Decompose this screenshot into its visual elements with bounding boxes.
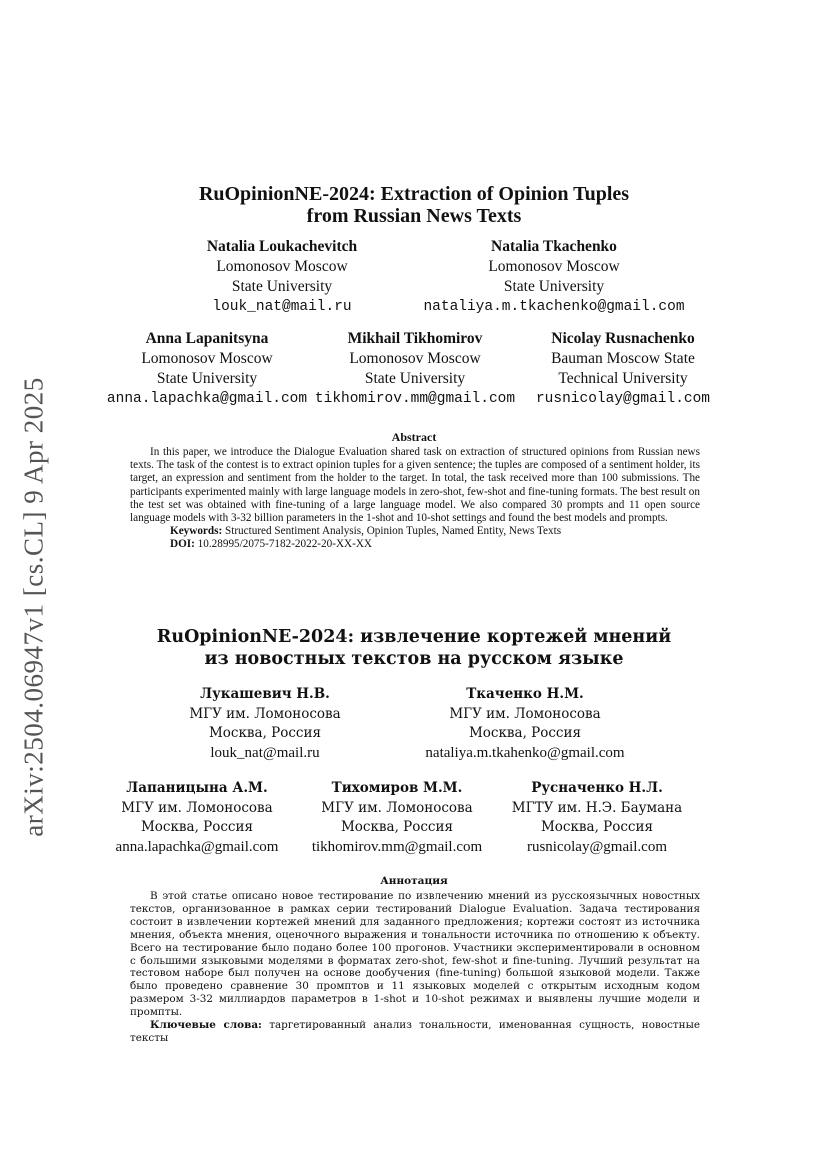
author-affiliation-ru: МГУ им. Ломоносова bbox=[189, 705, 341, 722]
author-block-ru bbox=[425, 685, 624, 763]
author-email-ru: rusnicolay@gmail.com bbox=[526, 838, 668, 855]
author-name: Natalia Tkachenko bbox=[491, 238, 617, 255]
author-affiliation: State University bbox=[156, 370, 258, 387]
author-email-ru: louk_nat@mail.ru bbox=[210, 744, 320, 761]
keywords-label: Keywords: bbox=[170, 525, 223, 538]
author-name-ru: Лапаницына А.М. bbox=[126, 780, 268, 796]
author-affiliation-ru: МГУ им. Ломоносова bbox=[321, 799, 473, 816]
author-name-ru: Тихомиров М.М. bbox=[331, 780, 463, 796]
author-affiliation: Bauman Moscow State bbox=[551, 350, 695, 367]
author-email: nataliya.m.tkachenko@gmail.com bbox=[423, 299, 685, 315]
keywords-text-ru: таргетированный анализ тональности, именованная сущность, новостные тексты bbox=[130, 1019, 700, 1044]
author-email-ru: nataliya.m.tkahenko@gmail.com bbox=[425, 744, 625, 761]
title-line-1: RuOpinionNE-2024: Extraction of Opinion Tuples bbox=[198, 183, 630, 205]
author-name-ru: Ткаченко Н.М. bbox=[466, 686, 584, 702]
author-block bbox=[207, 237, 357, 317]
author-affiliation: Lomonosov Moscow bbox=[141, 350, 273, 367]
author-block bbox=[423, 237, 684, 317]
author-block-ru bbox=[312, 779, 482, 857]
author-email-ru: tikhomirov.mm@gmail.com bbox=[311, 838, 483, 855]
title-line-2: from Russian News Texts bbox=[306, 205, 522, 227]
paper-title-ru bbox=[0, 626, 828, 670]
author-affiliation-ru: МГТУ им. Н.Э. Баумана bbox=[511, 799, 683, 816]
abstract-heading-ru: Аннотация bbox=[380, 875, 448, 887]
author-city-ru: Москва, Россия bbox=[140, 819, 254, 835]
author-city-ru: Москва, Россия bbox=[468, 725, 582, 741]
keywords-line bbox=[130, 525, 700, 538]
author-block-ru bbox=[512, 779, 682, 857]
abstract-body bbox=[130, 446, 700, 552]
keywords-label-ru: Ключевые слова: bbox=[150, 1019, 262, 1032]
arxiv-id: arXiv:2504.06947v1 [cs.CL] 9 Apr 2025 bbox=[18, 377, 49, 837]
author-email: louk_nat@mail.ru bbox=[212, 299, 352, 315]
author-name: Anna Lapanitsyna bbox=[145, 330, 269, 347]
author-block-ru bbox=[116, 779, 279, 857]
author-affiliation: State University bbox=[503, 278, 605, 295]
title-ru-line-2: из новостных текстов на русском языке bbox=[204, 649, 624, 669]
keywords-line-ru bbox=[130, 1019, 700, 1045]
author-affiliation-ru: МГУ им. Ломоносова bbox=[449, 705, 601, 722]
author-block-ru bbox=[189, 685, 340, 763]
author-block bbox=[315, 329, 515, 409]
doi-line bbox=[130, 538, 700, 551]
abstract-text: In this paper, we introduce the Dialogue Evaluation shared task on extraction of structured opinions from Russian news texts. The task of the contest is to extract opinion tuples for a given sentence; the tuples are composed of a sentiment holder, its target, an expression and sentiment from the holder to the target. In total, the task received more than 100 submissions. The participants experimented mainly with large language models in zero-shot, few-shot and fine-tuning formats. The best result on the test set was obtained with fine-tuning of a large language model. We also compared 30 prompts and 11 open source language models with 3-32 billion parameters in the 1-shot and 10-shot settings and found the best models and prompts. bbox=[130, 446, 700, 525]
abstract-text-ru: В этой статье описано новое тестирование по извлечению мнений из русскоязычных новостных текстов, организованное в рамках серии тестирований Dialogue Evaluation. Задача тестирования состоит в извлечении кортежей мнений для заданного предложения; кортежи состоят из источника мнения, объекта мнения, оценочного выражения и тональности источника по отношению к объекту. Всего на тестирование было подано более 100 прогонов. Участники экспериментировали в основном с большими языковыми моделями в форматах zero-shot, few-shot и fine-tuning. Лучший результат на тестовом наборе был получен на основе дообучения (fine-tuning) большой языковой модели. Также было проведено сравнение 30 промптов и 11 языковых моделей с открытым исходным кодом размером 3-32 миллиардов параметров в 1-shot и 10-shot режимах и выявлены лучшие модели и промпты. bbox=[130, 890, 700, 1019]
author-city-ru: Москва, Россия bbox=[340, 819, 454, 835]
author-name: Natalia Loukachevitch bbox=[206, 238, 358, 255]
doi-label: DOI: bbox=[170, 538, 195, 551]
author-affiliation: Lomonosov Moscow bbox=[349, 350, 481, 367]
abstract-body-ru bbox=[130, 890, 700, 1045]
author-affiliation: State University bbox=[231, 278, 333, 295]
author-affiliation: State University bbox=[364, 370, 466, 387]
author-city-ru: Москва, Россия bbox=[208, 725, 322, 741]
author-block bbox=[107, 329, 307, 409]
author-affiliation: Lomonosov Moscow bbox=[216, 258, 348, 275]
title-ru-line-1: RuOpinionNE-2024: извлечение кортежей мнений bbox=[156, 627, 672, 647]
author-block bbox=[536, 329, 710, 409]
doi-text: 10.28995/2075-7182-2022-20-XX-XX bbox=[197, 538, 372, 551]
author-affiliation-ru: МГУ им. Ломоносова bbox=[121, 799, 273, 816]
author-name: Nicolay Rusnachenko bbox=[551, 330, 695, 347]
author-city-ru: Москва, Россия bbox=[540, 819, 654, 835]
author-name-ru: Русначенко Н.Л. bbox=[531, 780, 663, 796]
author-email: rusnicolay@gmail.com bbox=[535, 391, 711, 407]
keywords-text: Structured Sentiment Analysis, Opinion Tuples, Named Entity, News Texts bbox=[225, 525, 562, 538]
author-affiliation: Lomonosov Moscow bbox=[488, 258, 620, 275]
author-email-ru: anna.lapachka@gmail.com bbox=[115, 838, 279, 855]
author-email: tikhomirov.mm@gmail.com bbox=[314, 391, 516, 407]
author-name-ru: Лукашевич Н.В. bbox=[200, 686, 330, 702]
author-email: anna.lapachka@gmail.com bbox=[106, 391, 308, 407]
abstract-heading: Abstract bbox=[391, 430, 437, 444]
author-affiliation: Technical University bbox=[558, 370, 688, 387]
author-name: Mikhail Tikhomirov bbox=[347, 330, 483, 347]
paper-title bbox=[0, 183, 828, 227]
